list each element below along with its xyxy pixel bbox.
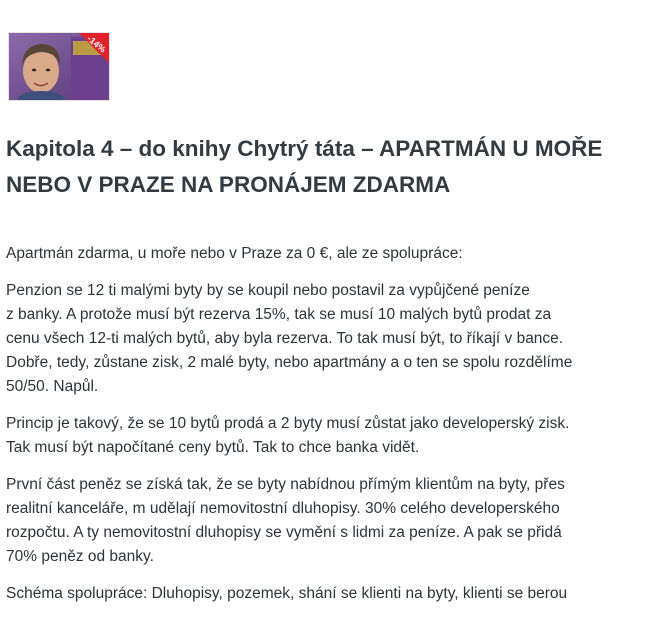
- author-photo: [9, 33, 109, 100]
- paragraph-intro: Apartmán zdarma, u moře nebo v Praze za 0 €, ale ze spolupráce:: [6, 245, 463, 262]
- article-body: [6, 242, 646, 619]
- paragraph-penzion: Penzion se 12 ti malými byty by se koupil nebo postavil za vypůjčené peníze z banky. A protože musí být rezerva 15%, tak se musí 10 malých bytů prodat za cenu všech 12-ti malých bytů, aby byla rezerva. To tak musí být, to říkají v bance. Dobře, tedy, zůstane zisk, 2 malé byty, nebo apartmány a o ten se spolu rozdělíme 50/50. Napůl.: [6, 282, 573, 395]
- discount-badge: -14%: [85, 33, 108, 55]
- paragraph-schema: Schéma spolupráce: Dluhopisy, pozemek, shání se klienti na byty, klienti se berou: [6, 585, 568, 602]
- paragraph-prvni-cast: První část peněz se získá tak, že se byty nabídnou přímým klientům na byty, přes realitní kanceláře, m udělají nemovitostní dluhopisy. 30% celého developerského rozpočtu. A ty nemovitostní dluhopisy se vymění s lidmi za peníze. A pak se přidá 70% peněz od banky.: [6, 476, 565, 565]
- article-title: Kapitola 4 – do knihy Chytrý táta – APARTMÁN U MOŘE NEBO V PRAZE NA PRONÁJEM ZDARMA: [6, 136, 603, 197]
- paragraph-princip: Princip je takový, že se 10 bytů prodá a 2 byty musí zůstat jako developerský zisk. Tak musí být napočítané ceny bytů. Tak to chce banka vidět.: [6, 415, 570, 456]
